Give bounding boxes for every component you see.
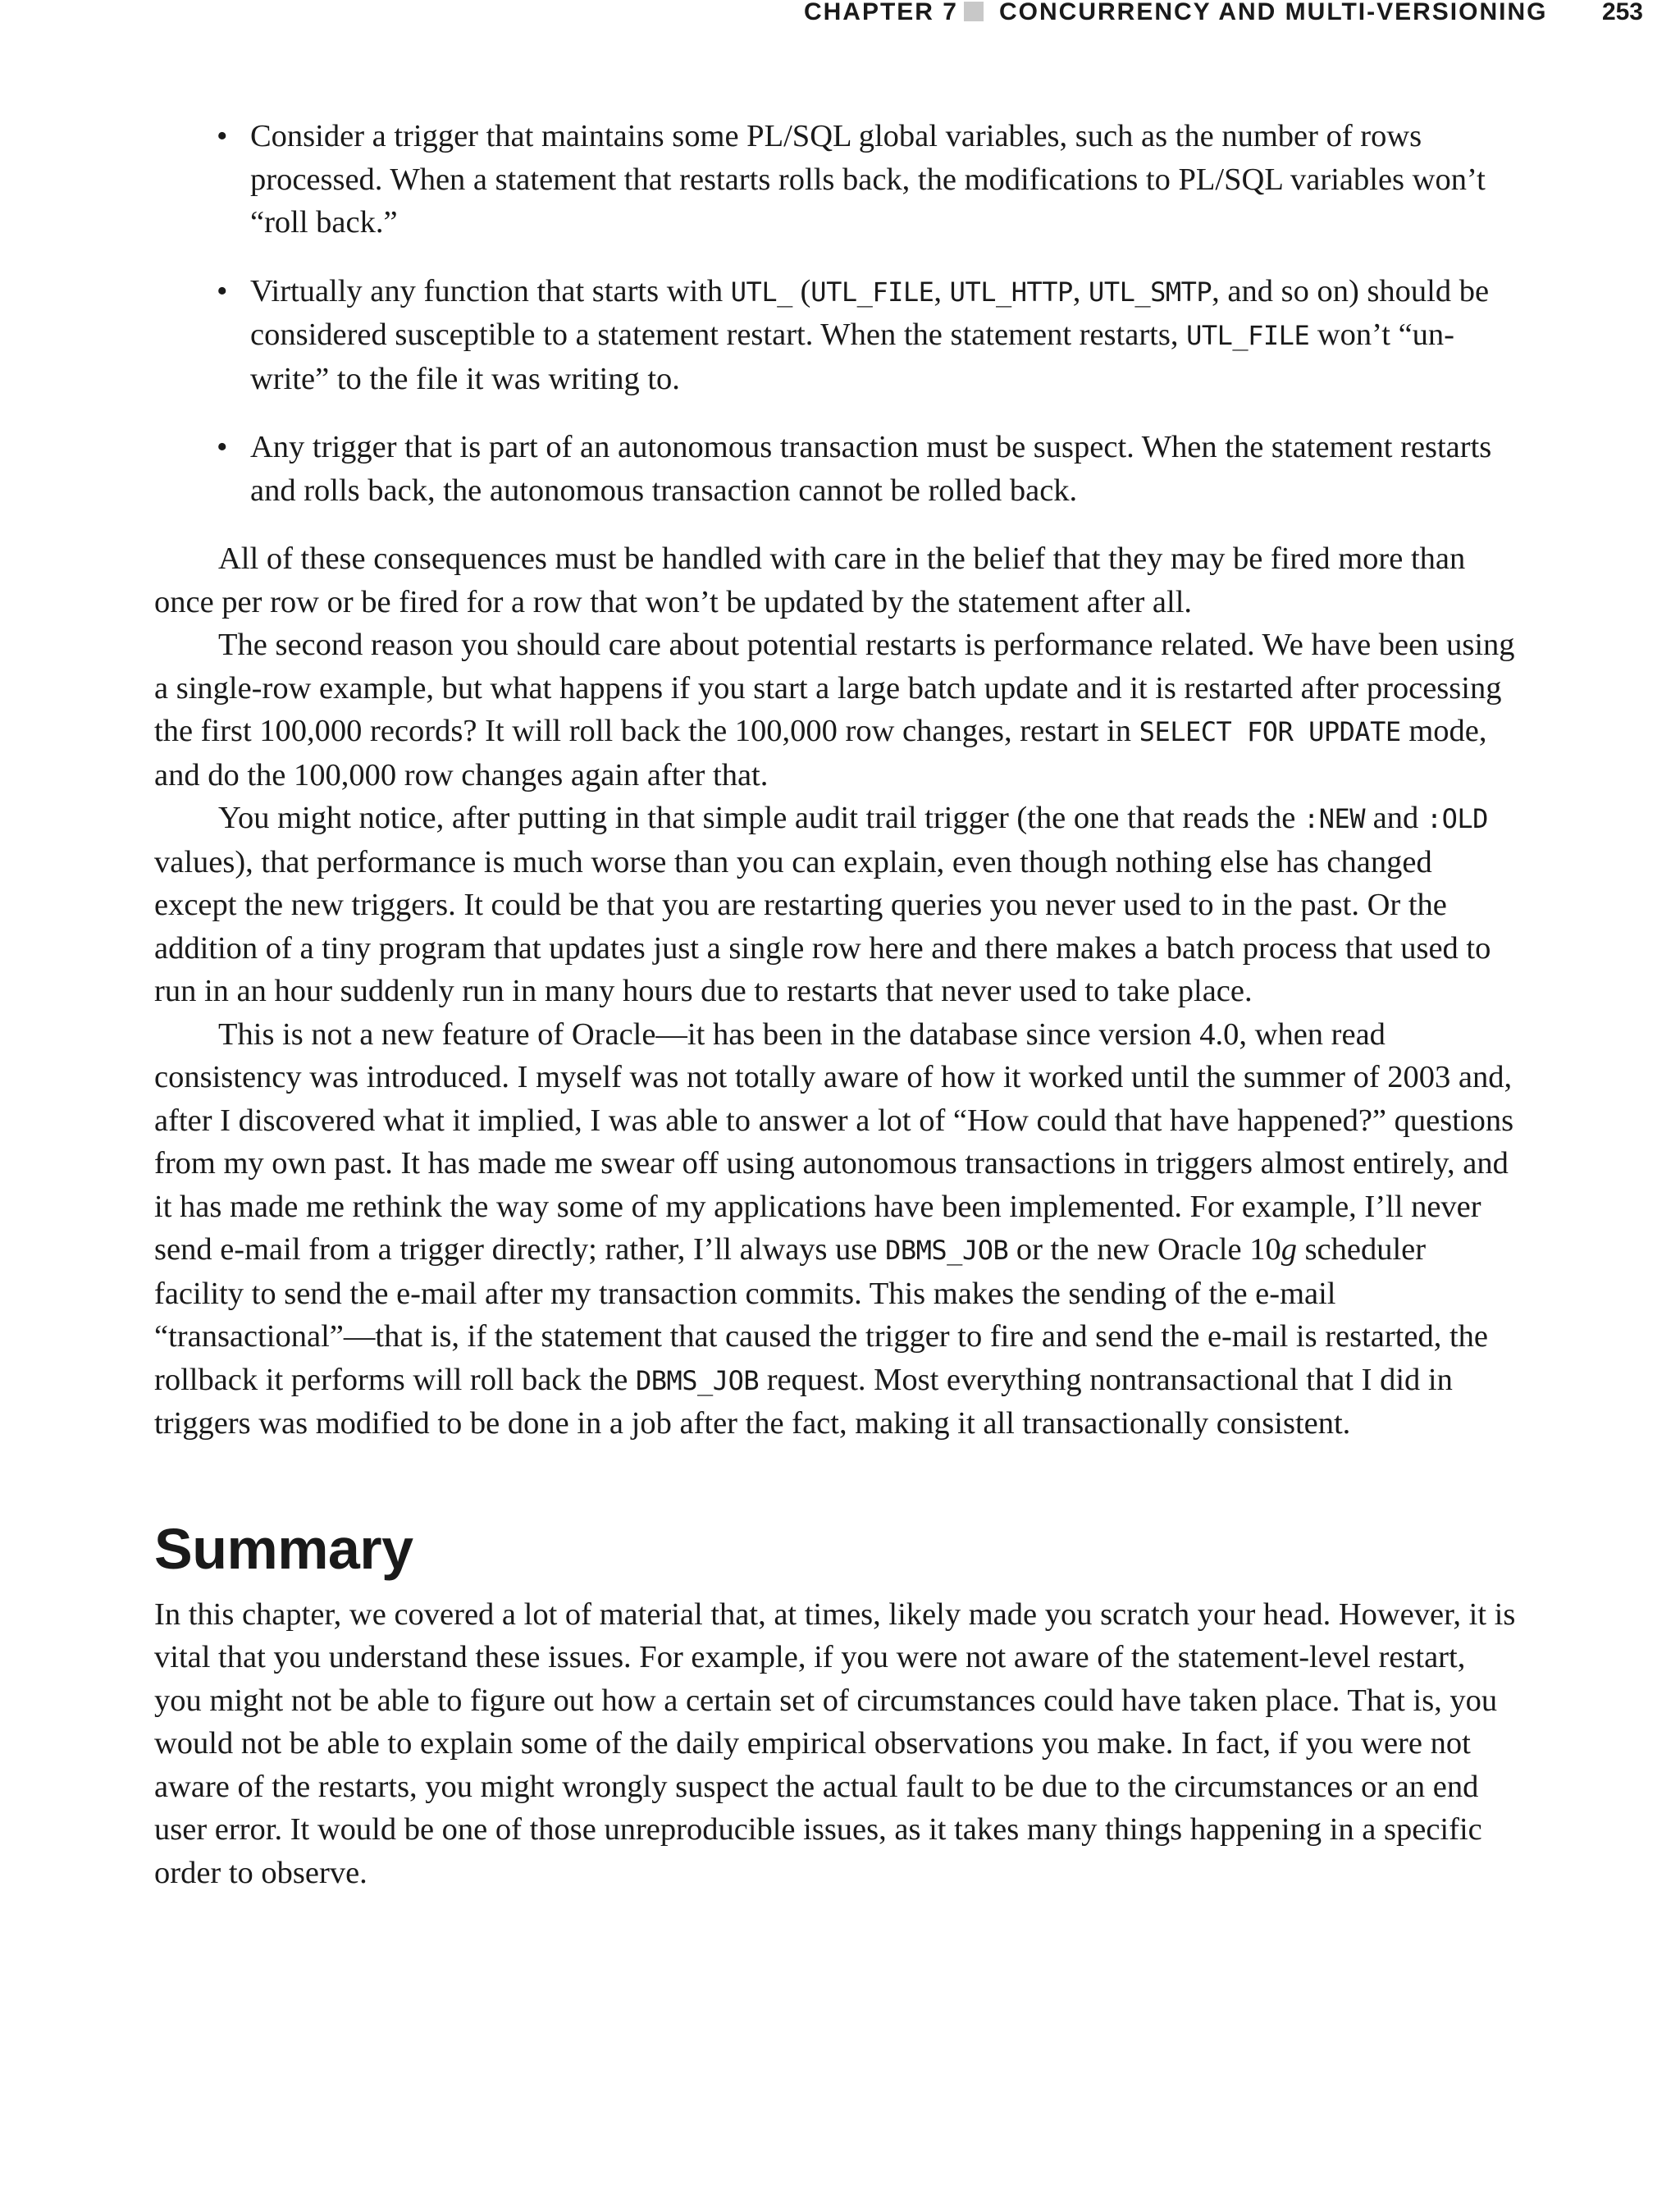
inline-code: UTL_HTTP [949,276,1073,308]
bullet-icon: • [217,273,228,308]
paragraph-performance [154,623,1516,797]
paragraph-text: or the new Oracle 10 [1008,1232,1281,1267]
running-head [0,0,1680,28]
inline-code: DBMS_JOB [635,1364,760,1396]
italic-text: g [1281,1232,1297,1267]
inline-code: SELECT FOR UPDATE [1139,716,1401,747]
inline-code: UTL_FILE [1186,320,1310,351]
bullet-text: Consider a trigger that maintains some PL/SQL global variables, such as the number of rows processed. When a statement that restarts rolls back, the modifications to PL/SQL variables won’t “roll back.” [250,119,1486,240]
paragraph-text: values), that performance is much worse than you can explain, even though nothing else has changed except the new triggers. It could be that you are restarting queries you never used to in the past. Or the addition of a tiny program that updates just a single row here and there makes a batch process that used to run in an hour suddenly run in many hours due to restarts that never used to take place. [154,844,1491,1008]
page-content [154,115,1516,1894]
paragraph-text: scheduler facility to send the e-mail after my transaction commits. This makes the sending of the e-mail “transactional”—that is, if the statement that caused the trigger to fire and send the e-mail is restarted, the rollback it performs will roll back the [154,1232,1489,1397]
bullet-icon: • [217,430,228,464]
bullet-text: Virtually any function that starts with [250,273,731,308]
bullet-text: Any trigger that is part of an autonomous transaction must be suspect. When the statement restarts and rolls back, the autonomous transaction cannot be rolled back. [250,430,1492,508]
paragraph-summary: In this chapter, we covered a lot of material that, at times, likely made you scratch your head. However, it is vital that you understand these issues. For example, if you were not aware of the statement-level restart, you might not be able to figure out how a certain set of circumstances could have taken place. That is, you would not be able to explain some of the daily empirical observations you make. In fact, if you were not aware of the restarts, you might wrongly suspect the actual fault to be due to the circumstances or an end user error. It would be one of those unreproducible issues, as it takes many things happening in a specific order to observe. [154,1596,1516,1890]
paragraph-text: and [1365,801,1427,835]
bullet-item-utl-functions [154,270,1516,401]
inline-code: :NEW [1303,803,1366,834]
section-heading-summary: Summary [154,1516,413,1581]
running-head-separator-square [964,2,984,21]
paragraph-text: mode, and do the 100,000 row changes again after that. [154,714,1487,792]
paragraph-text: The second reason you should care about potential restarts is performance related. We have been using a single-row example, but what happens if you start a large batch update and it is restarted after processing the first 100,000 records? It will roll back the 100,000 row changes, restart in [154,628,1515,748]
page-number: 253 [1601,0,1643,25]
bullet-item-plsql-globals [154,115,1516,244]
inline-code: :OLD [1426,803,1488,834]
bullet-text: , and so on) should be considered susceptible to a statement restart. When the statement restarts, [250,273,1490,352]
paragraph-text: You might notice, after putting in that simple audit trail trigger (the one that reads the [218,801,1303,835]
running-head-chapter: CHAPTER 7 [803,0,958,25]
inline-code: UTL_FILE [810,276,934,308]
consequence-bullet-list [154,115,1516,512]
inline-code: UTL_SMTP [1089,276,1212,308]
bullet-text: ( [792,273,811,308]
bullet-text: , [934,273,950,308]
running-head-title: CONCURRENCY AND MULTI-VERSIONING [999,0,1548,25]
inline-code: DBMS_JOB [885,1235,1009,1266]
inline-code: UTL_ [730,276,792,308]
paragraph-audit-trigger [154,797,1516,1013]
bullet-text: , [1072,273,1089,308]
paragraph-text: This is not a new feature of Oracle—it has been in the database since version 4.0, when read consistency was introduced. I myself was not totally aware of how it worked until the summer of 2003 and, after I discovered what it implied, I was able to answer a lot of “How could that have happened?” questions from my own past. It has made me swear off using autonomous transactions in triggers almost entirely, and it has made me rethink the way some of my applications have been implemented. For example, I’ll never send e-mail from a trigger directly; rather, I’ll always use [154,1016,1514,1267]
paragraph-text: request. Most everything nontransactional that I did in triggers was modified to be done in a job after the fact, making it all transactionally consistent. [154,1362,1453,1441]
bullet-icon: • [217,119,228,153]
paragraph-consequences: All of these consequences must be handled with care in the belief that they may be fired more than once per row or be fired for a row that won’t be updated by the statement after all. [154,541,1466,619]
bullet-text: won’t “un-write” to the file it was writing to. [250,317,1454,396]
paragraph-oracle-history [154,1013,1516,1446]
bullet-item-autonomous-transaction [154,426,1516,512]
